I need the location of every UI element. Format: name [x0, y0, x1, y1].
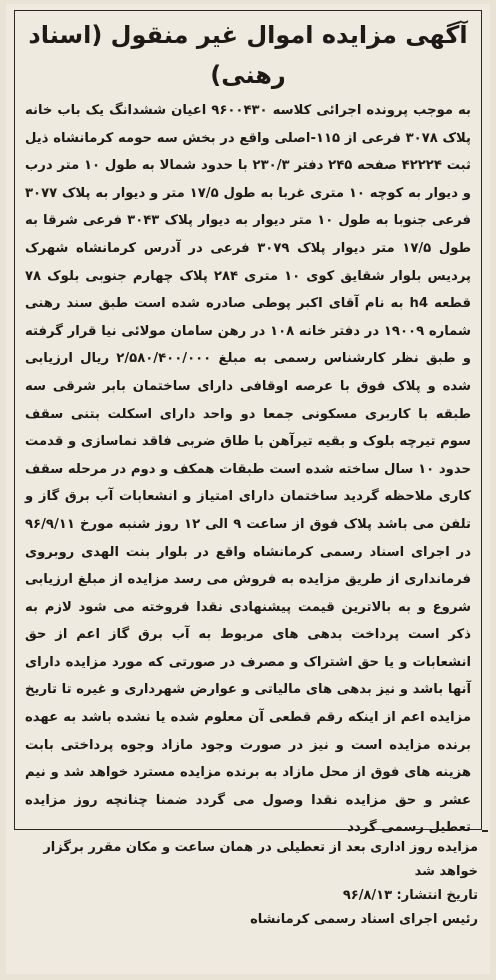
notice-title: آگهی مزایده اموال غیر منقول (اسناد رهنی)	[28, 21, 468, 89]
frame-edge-mark	[482, 830, 488, 832]
publish-date: تاریخ انتشار: ۹۶/۸/۱۳	[342, 888, 478, 903]
notice-frame	[14, 10, 482, 836]
notice-continuation: مزایده روز اداری بعد از تعطیلی در همان ساعت و مکان مقرر برگزار خواهد شد	[43, 840, 478, 879]
signature-line: رئیس اجرای اسناد رسمی کرمانشاه	[250, 912, 478, 927]
notice-body: به موجب پرونده اجرائی کلاسه ۹۶۰۰۴۳۰ اعیان ششدانگ یک باب خانه پلاک ۳۰۷۸ فرعی از ۱۱۵-اصلی واقع در بخش سه حومه کرمانشاه ذیل ثبت ۴۲۲۲۴ صفحه ۲۴۵ دفتر ۲۳۰/۳ با حدود شمالا به طول ۱۰ متر درب و دیوار به کوچه ۱۰ متری غربا به طول ۱۷/۵ متر و دیوار به پلاک ۳۰۷۷ فرعی جنوبا به طول ۱۰ متر دیوار به دیوار پلاک ۳۰۴۳ فرعی شرقا به طول ۱۷/۵ متر دیوار پلاک ۳۰۷۹ فرعی در آدرس کرمانشاه شهرک پردیس بلوار شقایق کوی ۱۰ متری ۲۸۴ پلاک چهارم جنوبی بلوک ۷۸ قطعه h4 به نام آقای اکبر پوطی صادره شده است طبق سند رهنی شماره ۱۹۰۰۹ در دفتر خانه ۱۰۸ در رهن سامان مولائی نیا قرار گرفته و طبق نظر کارشناس رسمی به مبلغ ۲/۵۸۰/۴۰۰/۰۰۰ ریال ارزیابی شده و پلاک فوق با عرصه اوقافی دارای ساختمان بابر شرقی سه طبقه با کاربری مسکونی جمعا دو واحد دارای اسکلت بتنی سقف سوم تیرچه بلوک و بقیه تیرآهن با طاق ضربی فاقد نماسازی و قدمت حدود ۱۰ سال ساخته شده است طبقات همکف و دوم در مرحله سقف کاری ملاحظه گردید ساختمان دارای امتیاز و انشعابات آب برق گاز و تلفن می باشد پلاک فوق از ساعت ۹ الی ۱۲ روز شنبه مورخ ۹۶/۹/۱۱ در اجرای اسناد رسمی کرمانشاه واقع در بلوار بنت الهدی روبروی فرمانداری از طریق مزایده به فروش می رسد مزایده از مبلغ ارزیابی شروع و به بالاترین قیمت پیشنهادی نقدا فروخته می شود لازم به ذکر است پرداخت بدهی های مربوط به آب برق گاز اعم از حق انشعابات و یا حق اشتراک و مصرف در صورتی که مورد مزایده دارای آنها باشد و نیز بدهی های مالیاتی و عوارض شهرداری و غیره تا تاریخ مزایده اعم از اینکه رقم قطعی آن معلوم شده یا نشده باشد به عهده برنده مزایده است و نیز در صورت وجود مازاد وجوه پرداختی بابت هزینه های فوق از محل مازاد به برنده مزایده مسترد خواهد شد و نیم عشر و حق مزایده نقدا وصول می گردد ضمنا چنانچه روز مزایده تعطیل رسمی گردد	[25, 103, 472, 836]
notice-footer	[18, 836, 478, 932]
newspaper-clipping	[6, 4, 490, 974]
